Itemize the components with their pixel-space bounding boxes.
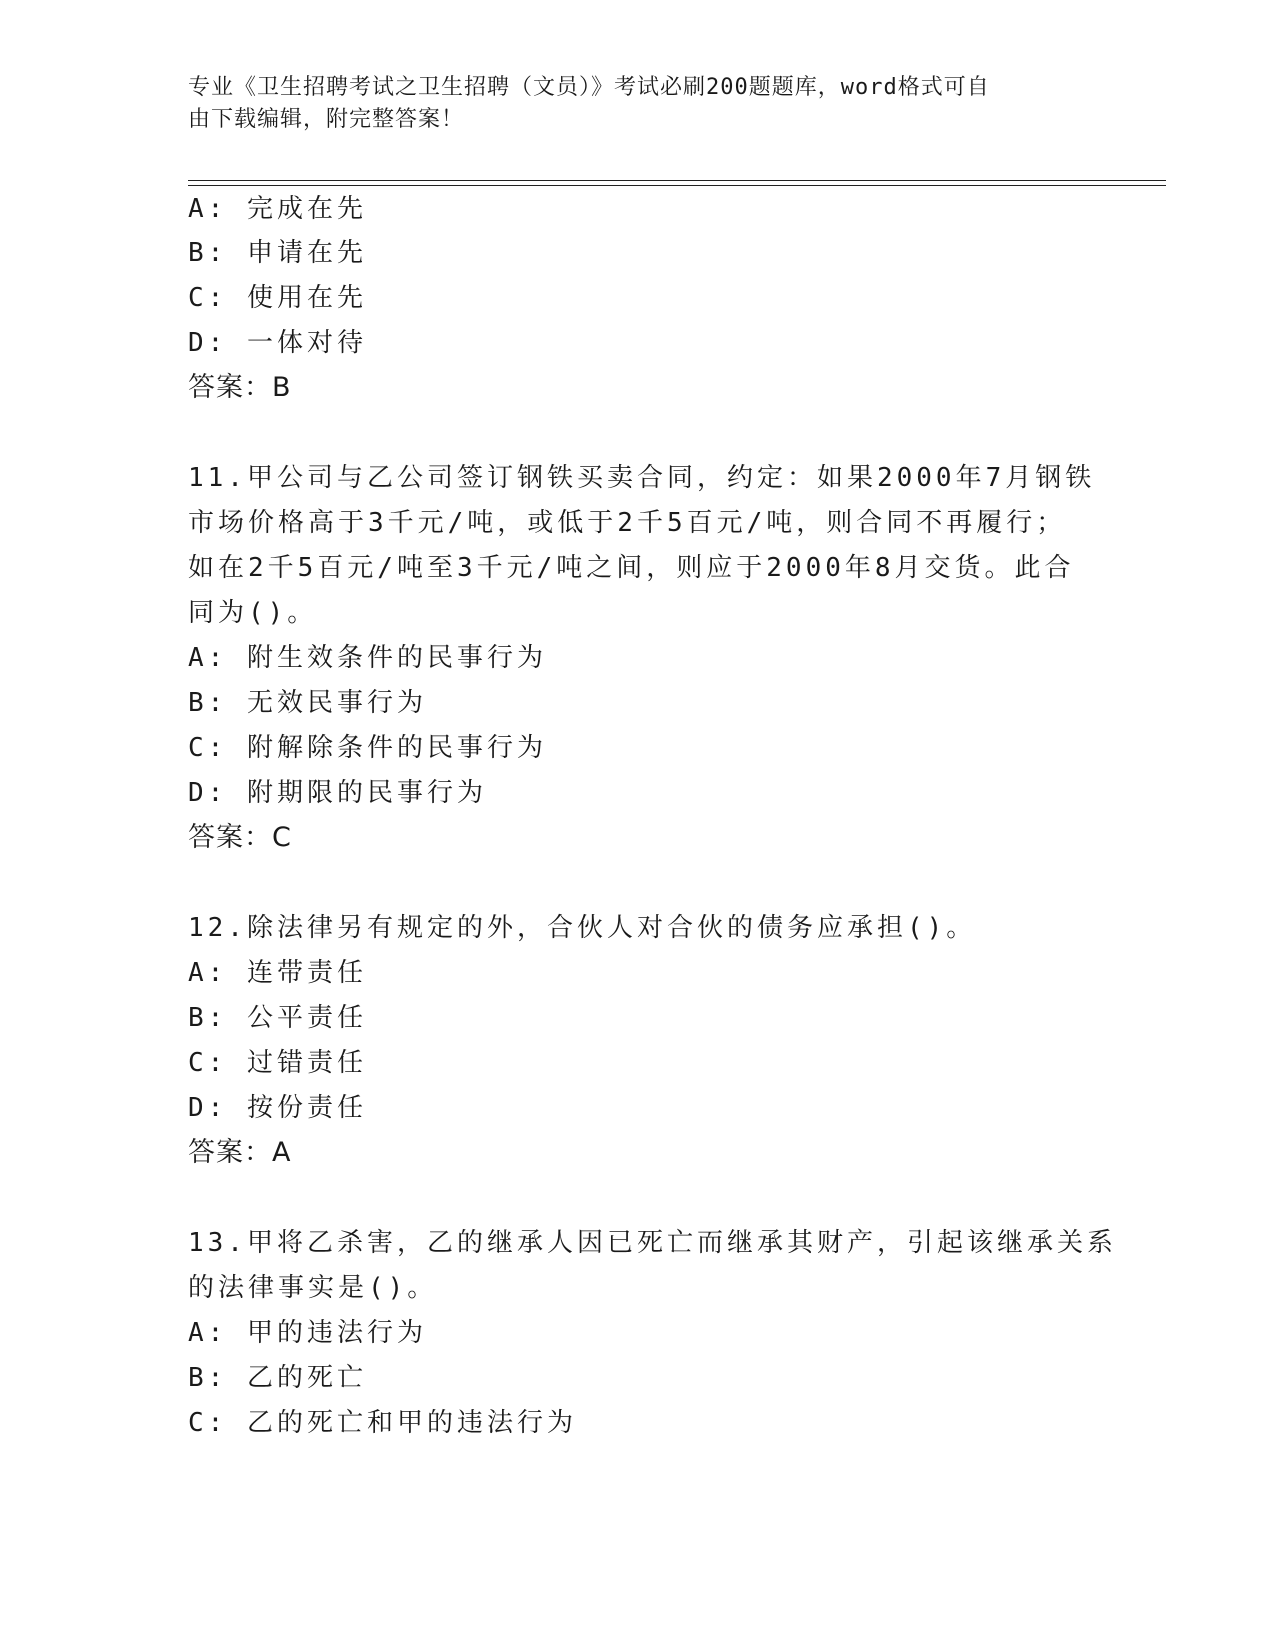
q11-option-a: A: 附生效条件的民事行为 — [188, 643, 547, 673]
q13-stem-line-2: 的法律事实是()。 — [188, 1273, 438, 1303]
document-header — [188, 72, 1068, 136]
header-line-1: 专业《卫生招聘考试之卫生招聘（文员）》考试必刷200题题库，word格式可自 — [188, 75, 990, 100]
q12-stem-line-1: 12.除法律另有规定的外，合伙人对合伙的债务应承担()。 — [188, 913, 977, 943]
q12-option-b: B: 公平责任 — [188, 1003, 367, 1033]
q11-option-c: C: 附解除条件的民事行为 — [188, 733, 547, 763]
q11-stem-line-1: 11.甲公司与乙公司签订钢铁买卖合同，约定：如果2000年7月钢铁 — [188, 463, 1096, 493]
q10-option-b: B: 申请在先 — [188, 238, 367, 268]
q11-answer: 答案：C — [188, 822, 292, 853]
q13-option-c: C: 乙的死亡和甲的违法行为 — [188, 1408, 577, 1438]
q11-stem-line-4: 同为()。 — [188, 598, 318, 628]
q11-option-d: D: 附期限的民事行为 — [188, 778, 487, 808]
q13-option-b: B: 乙的死亡 — [188, 1363, 367, 1393]
q10-answer: 答案：B — [188, 372, 292, 403]
q13-option-a: A: 甲的违法行为 — [188, 1318, 427, 1348]
q10-option-c: C: 使用在先 — [188, 283, 367, 313]
q10-option-d: D: 一体对待 — [188, 328, 367, 358]
header-divider-top — [188, 180, 1166, 181]
q10-option-a: A: 完成在先 — [188, 194, 367, 224]
q11-option-b: B: 无效民事行为 — [188, 688, 427, 718]
q12-option-d: D: 按份责任 — [188, 1093, 367, 1123]
q13-stem-line-1: 13.甲将乙杀害，乙的继承人因已死亡而继承其财产，引起该继承关系 — [188, 1228, 1117, 1258]
header-divider-bottom — [188, 185, 1166, 186]
q12-answer: 答案：A — [188, 1137, 292, 1168]
q11-stem-line-3: 如在2千5百元/吨至3千元/吨之间，则应于2000年8月交货。此合 — [188, 553, 1075, 583]
q12-option-a: A: 连带责任 — [188, 958, 367, 988]
header-line-2: 由下载编辑，附完整答案！ — [188, 107, 465, 132]
q11-stem-line-2: 市场价格高于3千元/吨，或低于2千5百元/吨，则合同不再履行； — [188, 508, 1067, 538]
q12-option-c: C: 过错责任 — [188, 1048, 367, 1078]
